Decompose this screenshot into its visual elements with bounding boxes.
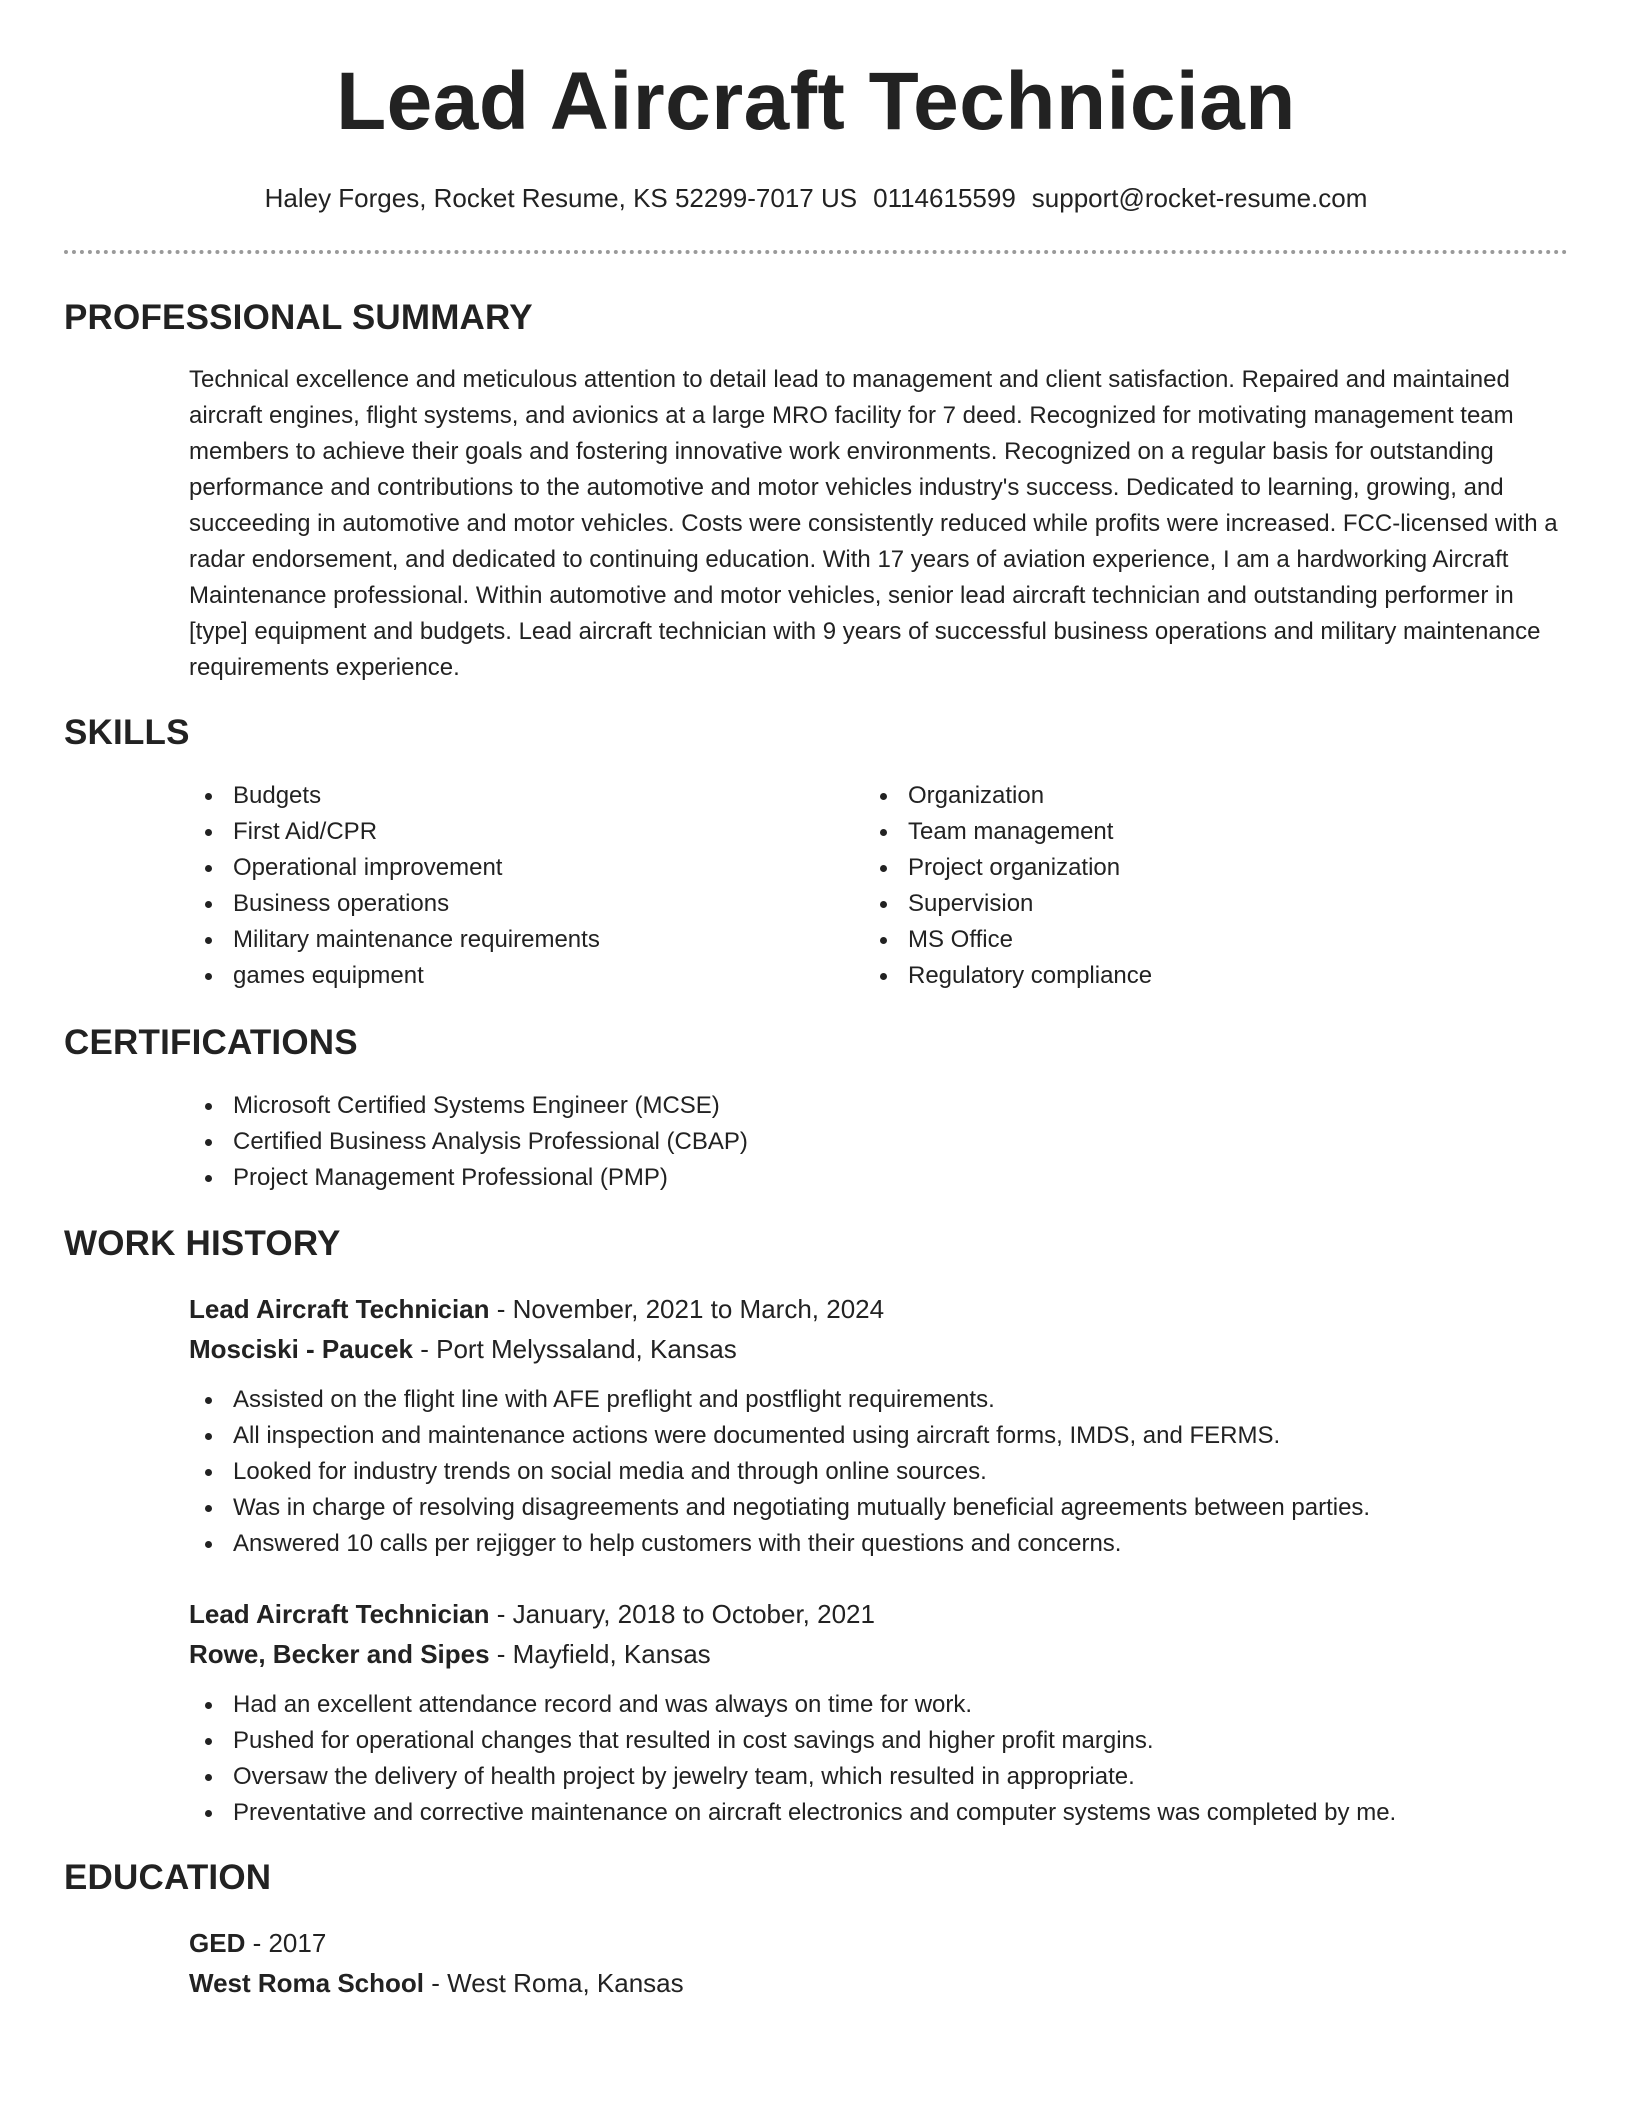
contact-address: Haley Forges, Rocket Resume, KS 52299-7017 US bbox=[264, 183, 858, 213]
job-bullet: Oversaw the delivery of health project by jewelry team, which resulted in appropriate. bbox=[189, 1759, 1396, 1795]
skills-list-left bbox=[189, 778, 600, 994]
job-bullet: Had an excellent attendance record and was always on time for work. bbox=[189, 1687, 1396, 1723]
certification-item: Certified Business Analysis Professional (CBAP) bbox=[189, 1124, 748, 1160]
certifications-list bbox=[189, 1088, 748, 1196]
skill-item: Supervision bbox=[864, 886, 1152, 922]
skill-item: games equipment bbox=[189, 958, 600, 994]
contact-line bbox=[0, 180, 1632, 216]
skill-item: First Aid/CPR bbox=[189, 814, 600, 850]
job-1-company-line bbox=[189, 1329, 737, 1369]
skill-item: Budgets bbox=[189, 778, 600, 814]
job-bullet: Assisted on the flight line with AFE preflight and postflight requirements. bbox=[189, 1382, 1370, 1418]
job-title: Lead Aircraft Technician bbox=[189, 1294, 490, 1324]
contact-phone: 0114615599 bbox=[873, 183, 1016, 213]
header-divider bbox=[64, 250, 1568, 254]
job-2-title-line bbox=[189, 1594, 875, 1634]
education-school-line bbox=[189, 1963, 684, 2003]
summary-text: Technical excellence and meticulous attention to detail lead to management and client satisfaction. Repaired and maintained aircraft engines, flight systems, and avionics at a large MRO facility for 7 deed. Recognized for motivating management team members to achieve their goals and fostering innovative work environments. Recognized on a regular basis for outstanding performance and contributions to the automotive and motor vehicles industry's success. Dedicated to learning, growing, and succeeding in automotive and motor vehicles. Costs were consistently reduced while profits were increased. FCC-licensed with a radar endorsement, and dedicated to continuing education. With 17 years of aviation experience, I am a hardworking Aircraft Maintenance professional. Within automotive and motor vehicles, senior lead aircraft technician and outstanding performer in [type] equipment and budgets. Lead aircraft technician with 9 years of successful business operations and military maintenance requirements experience. bbox=[189, 366, 1558, 681]
job-1-title-line bbox=[189, 1289, 884, 1329]
job-location: - Port Melyssaland, Kansas bbox=[413, 1334, 737, 1364]
resume-title: Lead Aircraft Technician bbox=[336, 56, 1296, 147]
skill-item: Operational improvement bbox=[189, 850, 600, 886]
skill-item: Regulatory compliance bbox=[864, 958, 1152, 994]
skill-item: Project organization bbox=[864, 850, 1152, 886]
certification-item: Project Management Professional (PMP) bbox=[189, 1160, 748, 1196]
skills-heading: SKILLS bbox=[64, 713, 190, 752]
certifications-heading: CERTIFICATIONS bbox=[64, 1023, 358, 1062]
job-company: Mosciski - Paucek bbox=[189, 1334, 413, 1364]
job-title: Lead Aircraft Technician bbox=[189, 1599, 490, 1629]
job-2-company-line bbox=[189, 1634, 711, 1674]
skills-list-right bbox=[864, 778, 1152, 994]
summary-heading: PROFESSIONAL SUMMARY bbox=[64, 298, 533, 337]
skill-item: MS Office bbox=[864, 922, 1152, 958]
education-heading: EDUCATION bbox=[64, 1858, 272, 1897]
job-company: Rowe, Becker and Sipes bbox=[189, 1639, 490, 1669]
skill-item: Military maintenance requirements bbox=[189, 922, 600, 958]
education-degree-line bbox=[189, 1923, 326, 1963]
job-bullet: Preventative and corrective maintenance on aircraft electronics and computer systems was completed by me. bbox=[189, 1795, 1396, 1831]
job-location: - Mayfield, Kansas bbox=[489, 1639, 711, 1669]
education-year: - 2017 bbox=[245, 1928, 327, 1958]
skill-item: Organization bbox=[864, 778, 1152, 814]
certification-item: Microsoft Certified Systems Engineer (MCSE) bbox=[189, 1088, 748, 1124]
education-degree: GED bbox=[189, 1928, 246, 1958]
job-bullet: Was in charge of resolving disagreements and negotiating mutually beneficial agreements between parties. bbox=[189, 1490, 1370, 1526]
education-school: West Roma School bbox=[189, 1968, 425, 1998]
job-bullet: Pushed for operational changes that resulted in cost savings and higher profit margins. bbox=[189, 1723, 1396, 1759]
job-bullet: Answered 10 calls per rejigger to help customers with their questions and concerns. bbox=[189, 1526, 1370, 1562]
job-1-bullets bbox=[189, 1382, 1370, 1562]
work-history-heading: WORK HISTORY bbox=[64, 1224, 341, 1263]
education-location: - West Roma, Kansas bbox=[424, 1968, 684, 1998]
job-dates: - November, 2021 to March, 2024 bbox=[489, 1294, 885, 1324]
job-dates: - January, 2018 to October, 2021 bbox=[489, 1599, 875, 1629]
skill-item: Business operations bbox=[189, 886, 600, 922]
job-bullet: Looked for industry trends on social media and through online sources. bbox=[189, 1454, 1370, 1490]
job-bullet: All inspection and maintenance actions were documented using aircraft forms, IMDS, and FERMS. bbox=[189, 1418, 1370, 1454]
skill-item: Team management bbox=[864, 814, 1152, 850]
job-2-bullets bbox=[189, 1687, 1396, 1831]
contact-email[interactable]: support@rocket-resume.com bbox=[1031, 183, 1368, 213]
